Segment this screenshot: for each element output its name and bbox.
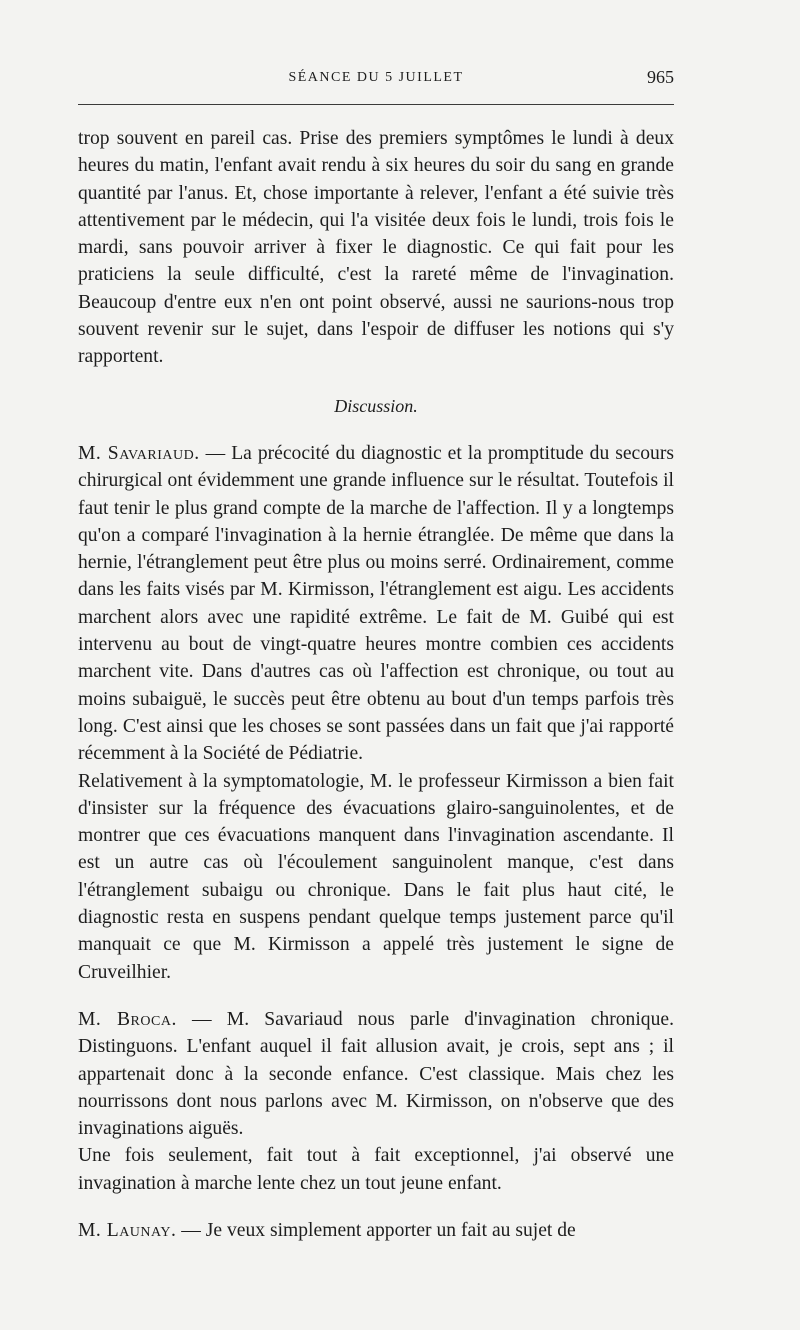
launay-paragraph xyxy=(78,1217,674,1244)
speaker-broca: M. Broca. xyxy=(78,1008,177,1030)
page-body xyxy=(78,125,674,1244)
broca-paragraph-2: Une fois seulement, fait tout à fait exceptionnel, j'ai observé une invagination à marche lente chez un tout jeune enfant. xyxy=(78,1145,674,1194)
savariaud-text: — La précocité du diagnostic et la promptitude du secours chirurgical ont évidemment une grande influence sur le résultat. Toutefois il faut tenir le plus grand compte de la marche de l'affection. Il y a longtemps qu'on a comparé l'invagination à la hernie étranglée. De même que dans la hernie, l'étranglement peut être plus ou moins serré. Ordinairement, comme dans les faits visés par M. Kirmisson, l'étranglement est aigu. Les accidents marchent alors avec une rapidité extrême. Le fait de M. Guibé qui est intervenu au bout de vingt-quatre heures montre combien ces accidents marchent vite. Dans d'autres cas où l'affection est chronique, ou tout au moins subaiguë, le succès peut être obtenu au bout d'un temps parfois très long. C'est ainsi que les choses se sont passées dans un fait que j'ai rapporté récemment à la Société de Pédiatrie. xyxy=(78,442,674,765)
broca-text: — M. Savariaud nous parle d'invagination chronique. Distinguons. L'enfant auquel il fait allusion avait, je crois, sept ans ; il appartenait donc à la seconde enfance. C'est classique. Mais chez les nourrissons dont nous parlons avec M. Kirmisson, on n'observe que des invaginations aiguës. xyxy=(78,1008,674,1140)
launay-text: — Je veux simplement apporter un fait au sujet de xyxy=(176,1219,576,1241)
running-title: SÉANCE DU 5 JUILLET xyxy=(288,70,464,85)
speaker-savariaud: M. Savariaud. xyxy=(78,442,200,464)
savariaud-paragraph-2: Relativement à la symptomatologie, M. le professeur Kirmisson a bien fait d'insister sur la fréquence des évacuations glairo-sanguinolentes, et de montrer que ces évacuations manquent dans l'invagination ascendante. Il est un autre cas où l'écoulement sanguinolent manque, c'est dans l'étranglement subaigu ou chronique. Dans le fait plus haut cité, le diagnostic resta en suspens pendant quelque temps justement parce qu'il manquait ce que M. Kirmisson a appelé très justement le signe de Cruveilhier. xyxy=(78,770,674,983)
page-header xyxy=(78,67,674,94)
header-rule xyxy=(78,104,674,105)
broca-paragraph xyxy=(78,1006,674,1142)
discussion-heading: Discussion. xyxy=(334,395,418,416)
paragraph-continuation: trop souvent en pareil cas. Prise des premiers symptômes le lundi à deux heures du matin, l'enfant avait rendu à six heures du soir du sang en grande quantité par l'anus. Et, chose importante à relever, l'enfant a été suivie très attentivement par le médecin, qui l'a visitée deux fois le lundi, trois fois le mardi, sans pouvoir arriver à fixer le diagnostic. Ce qui fait pour les praticiens la seule difficulté, c'est la rareté même de l'invagination. Beaucoup d'entre eux n'en ont point observé, aussi ne saurions-nous trop souvent revenir sur le sujet, dans l'espoir de diffuser les notions qui s'y rapportent. xyxy=(78,128,674,368)
savariaud-paragraph xyxy=(78,440,674,768)
speaker-launay: M. Launay. xyxy=(78,1219,177,1241)
page-number: 965 xyxy=(647,67,674,87)
